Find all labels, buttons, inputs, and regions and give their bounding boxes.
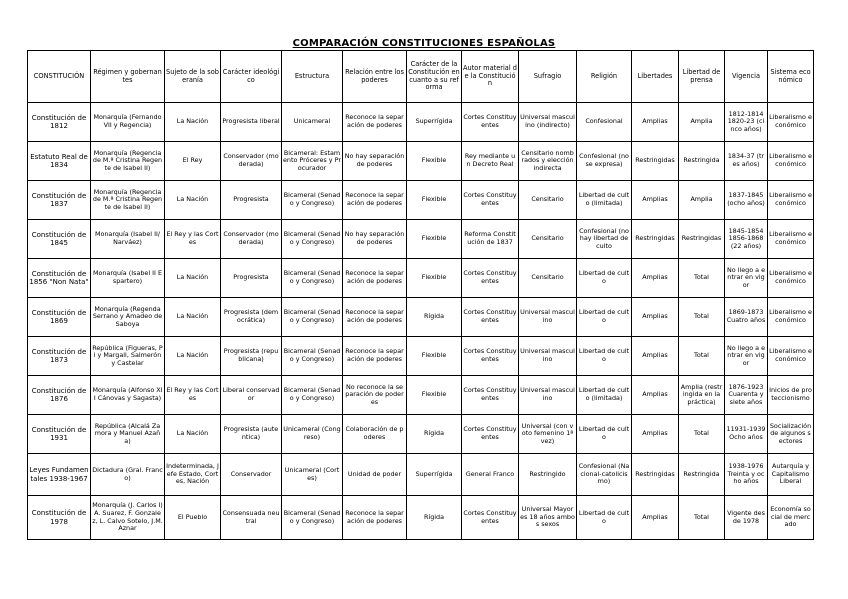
table-cell: Universal (con voto femenino 1ª vez) (519, 415, 577, 454)
table-cell: Flexible (407, 142, 462, 181)
table-cell: Reconoce la separación de poderes (343, 103, 407, 142)
table-cell: Flexible (407, 220, 462, 259)
table-cell: Conservador (221, 454, 282, 496)
table-cell: Amplias (632, 376, 679, 415)
table-cell: 1845-1854 1856-1868 (22 años) (725, 220, 768, 259)
table-cell: Censitario (519, 220, 577, 259)
table-cell: Universal masculino (indirecto) (519, 103, 577, 142)
table-cell: Liberalismo económico (768, 298, 814, 337)
table-cell: Libertad de culto (577, 415, 632, 454)
table-cell: Restringida (679, 454, 725, 496)
table-cell: Cortes Constituyentes (462, 496, 519, 540)
table-row (28, 259, 814, 298)
table-cell: Censitario (519, 259, 577, 298)
table-body (28, 103, 814, 540)
table-cell: No hay separación de poderes (343, 142, 407, 181)
table-cell: Amplia (679, 181, 725, 220)
table-cell: Unicameral (Congreso) (282, 415, 343, 454)
table-cell: Flexible (407, 337, 462, 376)
table-cell: Flexible (407, 376, 462, 415)
table-cell: La Nación (165, 103, 221, 142)
table-cell: Amplias (632, 181, 679, 220)
table-cell: Amplias (632, 415, 679, 454)
table-cell: 1837-1845 (ocho años) (725, 181, 768, 220)
table-cell: Bicameral (Senado y Congreso) (282, 298, 343, 337)
table-cell: La Nación (165, 298, 221, 337)
table-cell: Progresista (republicana) (221, 337, 282, 376)
row-header-cell: Constitución de 1869 (28, 298, 91, 337)
table-cell: Cortes Constituyentes (462, 298, 519, 337)
table-cell: Socialización de algunos sectores (768, 415, 814, 454)
table-row (28, 496, 814, 540)
table-cell: Conservador (moderada) (221, 142, 282, 181)
table-cell: Bicameral (Senado y Congreso) (282, 220, 343, 259)
table-cell: Economía social de mercado (768, 496, 814, 540)
table-cell: Amplia (679, 103, 725, 142)
table-cell: Libertad de culto (limitada) (577, 376, 632, 415)
table-cell: Dictadura (Gral. Franco) (91, 454, 165, 496)
table-cell: 1812-1814 1820-23 (cinco años) (725, 103, 768, 142)
table-row (28, 298, 814, 337)
table-cell: Reconoce la separación de poderes (343, 337, 407, 376)
row-header-cell: Constitución de 1876 (28, 376, 91, 415)
table-cell: Progresista liberal (221, 103, 282, 142)
header-cell: Libertad de prensa (679, 51, 725, 103)
table-cell: Universal Mayores 18 años ambos sexos (519, 496, 577, 540)
table-cell: Censitario nombrados y elección indirecta (519, 142, 577, 181)
row-header-cell: Estatuto Real de 1834 (28, 142, 91, 181)
table-cell: Cortes Constituyentes (462, 337, 519, 376)
table-cell: Total (679, 298, 725, 337)
table-cell: Amplias (632, 496, 679, 540)
table-cell: La Nación (165, 337, 221, 376)
row-header-cell: Constitución de 1873 (28, 337, 91, 376)
header-cell: Sufragio (519, 51, 577, 103)
table-cell: Rígida (407, 415, 462, 454)
table-cell: Superrígida (407, 454, 462, 496)
table-cell: Censitario (519, 181, 577, 220)
table-cell: No llego a entrar en vigor (725, 337, 768, 376)
table-row (28, 181, 814, 220)
table-cell: Vigente desde 1978 (725, 496, 768, 540)
table-cell: Monarquía (Fernando VII y Regencia) (91, 103, 165, 142)
table-cell: Libertad de culto (577, 496, 632, 540)
table-cell: Cortes Constituyentes (462, 415, 519, 454)
table-cell: Libertad de culto (limitada) (577, 181, 632, 220)
header-cell: Sistema económico (768, 51, 814, 103)
table-cell: Conservador (moderada) (221, 220, 282, 259)
table-cell: Amplias (632, 103, 679, 142)
row-header-cell: Constitución de 1837 (28, 181, 91, 220)
table-cell: Restringidas (679, 220, 725, 259)
table-cell: Confesional (Nacional-catolicismo) (577, 454, 632, 496)
table-cell: El Pueblo (165, 496, 221, 540)
table-row (28, 415, 814, 454)
header-cell: Régimen y gobernantes (91, 51, 165, 103)
table-cell: Liberalismo económico (768, 220, 814, 259)
document-title: COMPARACIÓN CONSTITUCIONES ESPAÑOLAS (292, 38, 556, 49)
table-cell: Libertad de culto (577, 298, 632, 337)
table-cell: 1876-1923 Cuarenta y siete años (725, 376, 768, 415)
table-cell: Bicameral (Senado y Congreso) (282, 181, 343, 220)
header-cell: Relación entre los poderes (343, 51, 407, 103)
table-cell: Liberalismo económico (768, 142, 814, 181)
header-row (28, 51, 814, 103)
table-cell: Amplias (632, 259, 679, 298)
table-cell: Bicameral (Senado y Congreso) (282, 337, 343, 376)
header-cell: Libertades (632, 51, 679, 103)
table-row (28, 103, 814, 142)
table-cell: Universal masculino (519, 337, 577, 376)
table-cell: No reconoce la separación de poderes (343, 376, 407, 415)
row-header-cell: Constitución de 1931 (28, 415, 91, 454)
table-cell: Liberalismo económico (768, 103, 814, 142)
row-header-cell: Constitución de 1856 "Non Nata" (28, 259, 91, 298)
table-cell: Rígida (407, 298, 462, 337)
table-cell: El Rey (165, 142, 221, 181)
table-cell: Total (679, 415, 725, 454)
row-header-cell: Constitución de 1978 (28, 496, 91, 540)
table-cell: Unicameral (282, 103, 343, 142)
table-cell: Monarquía (J. Carlos I) A. Suarez, F. Gonzalez, L. Calvo Sotelo, J.M. Aznar (91, 496, 165, 540)
table-cell: Flexible (407, 259, 462, 298)
table-cell: Libertad de culto (577, 337, 632, 376)
header-cell: Sujeto de la soberanía (165, 51, 221, 103)
row-header-cell: Constitución de 1812 (28, 103, 91, 142)
table-row (28, 337, 814, 376)
header-cell: Carácter de la Constitución en cuanto a su reforma (407, 51, 462, 103)
table-cell: Colaboración de poderes (343, 415, 407, 454)
header-cell: Carácter ideológico (221, 51, 282, 103)
table-cell: Total (679, 496, 725, 540)
header-cell: Estructura (282, 51, 343, 103)
table-cell: Monarquía (Regenda Serrano y Amadeo de Saboya (91, 298, 165, 337)
table-cell: Liberalismo económico (768, 181, 814, 220)
table-cell: La Nación (165, 259, 221, 298)
table-cell: Reforma Constitución de 1837 (462, 220, 519, 259)
table-cell: Restringido (519, 454, 577, 496)
table-cell: Bicameral (Senado y Congreso) (282, 496, 343, 540)
table-cell: Indeterminada, Jefe Estado, Cortes, Nación (165, 454, 221, 496)
constitutions-table (27, 50, 814, 540)
table-cell: Inicios de proteccionismo (768, 376, 814, 415)
table-cell: Restringidas (632, 220, 679, 259)
header-cell: Religión (577, 51, 632, 103)
table-cell: Confesional (no se expresa) (577, 142, 632, 181)
table-cell: República (Alcalá Zamora y Manuel Azaña) (91, 415, 165, 454)
table-cell: Progresista (democrática) (221, 298, 282, 337)
table-cell: 11931-1939 Ocho años (725, 415, 768, 454)
table-cell: Flexible (407, 181, 462, 220)
table-cell: No hay separación de poderes (343, 220, 407, 259)
table-cell: Reconoce la separación de poderes (343, 181, 407, 220)
table-cell: Monarquía (Alfonso XII Cánovas y Sagasta) (91, 376, 165, 415)
header-cell: Vigencia (725, 51, 768, 103)
table-cell: Monarquía (Regencia de M.ª Cristina Regente de Isabel II) (91, 142, 165, 181)
header-cell: Autor material de la Constitución (462, 51, 519, 103)
table-cell: Universal masculino (519, 298, 577, 337)
table-cell: Bicameral (Senado y Congreso) (282, 259, 343, 298)
table-cell: Liberalismo económico (768, 259, 814, 298)
table-cell: Monarquía (Isabel II/ Narváez) (91, 220, 165, 259)
table-cell: Bicameral: Estamento Próceres y Procurador (282, 142, 343, 181)
table-cell: Reconoce la separación de poderes (343, 496, 407, 540)
table-cell: Total (679, 337, 725, 376)
row-header-cell: Constitución de 1845 (28, 220, 91, 259)
table-cell: Monarquía (Regencia de M.ª Cristina Regente de Isabel II) (91, 181, 165, 220)
table-cell: Restringidas (632, 454, 679, 496)
table-cell: Amplias (632, 337, 679, 376)
table-cell: Cortes Constituyentes (462, 376, 519, 415)
table-row (28, 376, 814, 415)
table-cell: 1938-1976 Treinta y ocho años (725, 454, 768, 496)
table-cell: República (Figueras, Pi y Margall, Salmerón y Castelar (91, 337, 165, 376)
table-cell: Unicameral (Cortes) (282, 454, 343, 496)
table-cell: Progresista (221, 259, 282, 298)
table-cell: General Franco (462, 454, 519, 496)
table-cell: 1834-37 (tres años) (725, 142, 768, 181)
header-cell: CONSTITUCIÓN (28, 51, 91, 103)
table-cell: El Rey y las Cortes (165, 376, 221, 415)
table-row (28, 454, 814, 496)
table-cell: Cortes Constituyentes (462, 259, 519, 298)
table-cell: Restringida (679, 142, 725, 181)
table-cell: Cortes Constituyentes (462, 103, 519, 142)
table-cell: Reconoce la separación de poderes (343, 298, 407, 337)
table-cell: Libertad de culto (577, 259, 632, 298)
table-cell: Universal masculino (519, 376, 577, 415)
table-cell: 1869-1873 Cuatro años (725, 298, 768, 337)
table-cell: Progresista (221, 181, 282, 220)
table-cell: Monarquía (Isabel II Espartero) (91, 259, 165, 298)
table-cell: Amplias (632, 298, 679, 337)
table-cell: Cortes Constituyentes (462, 181, 519, 220)
table-cell: Restringidas (632, 142, 679, 181)
table-cell: Liberalismo económico (768, 337, 814, 376)
table-cell: Progresista (autentica) (221, 415, 282, 454)
table-cell: Reconoce la separación de poderes (343, 259, 407, 298)
table-cell: La Nación (165, 415, 221, 454)
table-cell: Confesional (no hay libertad de culto (577, 220, 632, 259)
table-cell: Confesional (577, 103, 632, 142)
table-cell: Amplia (restringida en la práctica) (679, 376, 725, 415)
row-header-cell: Leyes Fundamentales 1938-1967 (28, 454, 91, 496)
table-cell: El Rey y las Cortes (165, 220, 221, 259)
table-cell: Superrígida (407, 103, 462, 142)
table-cell: Liberal conservador (221, 376, 282, 415)
table-row (28, 220, 814, 259)
table-cell: La Nación (165, 181, 221, 220)
table-cell: Autarquía y Capitalismo Liberal (768, 454, 814, 496)
table-cell: Consensuada neutral (221, 496, 282, 540)
table-cell: No llego a entrar en vigor (725, 259, 768, 298)
table-cell: Total (679, 259, 725, 298)
table-row (28, 142, 814, 181)
table-cell: Unidad de poder (343, 454, 407, 496)
table-cell: Rey mediante un Decreto Real (462, 142, 519, 181)
table-cell: Rígida (407, 496, 462, 540)
table-cell: Bicameral (Senado y Congreso) (282, 376, 343, 415)
